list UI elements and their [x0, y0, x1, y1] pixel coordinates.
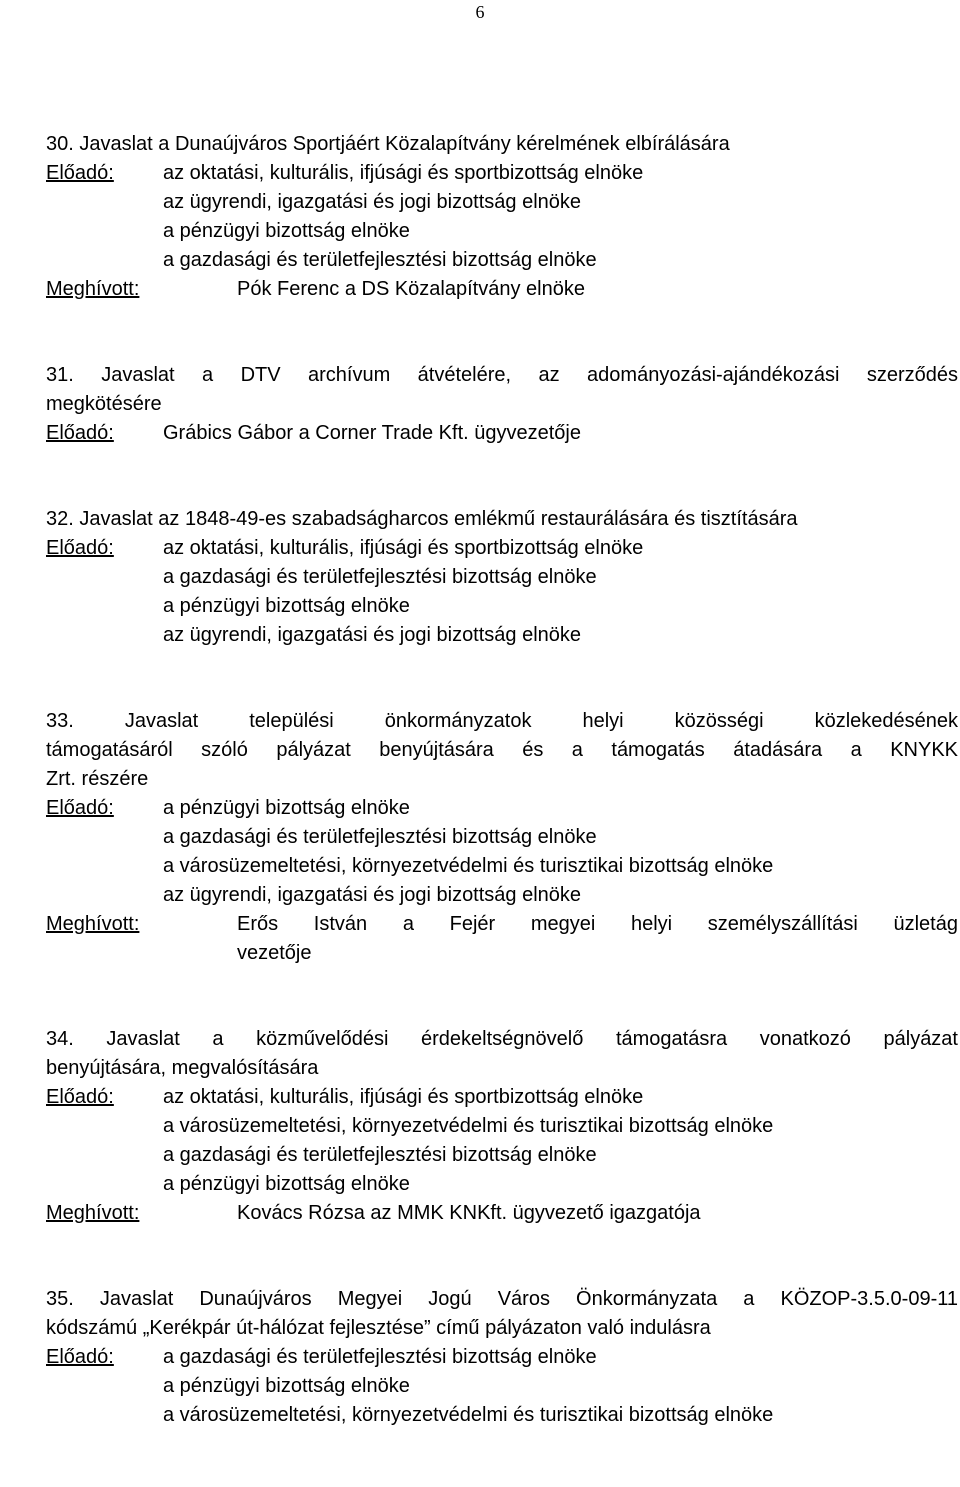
invitee-name: Kovács Rózsa az MMK KNKft. ügyvezető igazgatója	[237, 1202, 701, 1224]
presenter-label: Előadó:	[46, 1086, 114, 1108]
presenter-line	[46, 592, 958, 621]
presenter-line	[46, 246, 958, 275]
invitee-label: Meghívott:	[46, 1202, 140, 1224]
agenda-item-title-line: Zrt. részére	[46, 768, 149, 790]
invitee-name: Erős István a Fejér megyei helyi személyszállítási üzletág	[237, 913, 958, 935]
presenter-label: Előadó:	[46, 537, 114, 559]
presenter-line	[46, 159, 958, 188]
presenter-name: a gazdasági és területfejlesztési bizottság elnöke	[163, 566, 597, 588]
presenter-line	[46, 881, 958, 910]
presenter-line	[46, 1112, 958, 1141]
presenter-name: a pénzügyi bizottság elnöke	[163, 595, 410, 617]
invitee-line	[46, 275, 958, 304]
invitee-name: vezetője	[237, 942, 312, 964]
presenter-line	[46, 823, 958, 852]
agenda-item-title-line: 33. Javaslat települési önkormányzatok helyi közösségi közlekedésének	[46, 710, 958, 732]
agenda-item-title-line: 34. Javaslat a közművelődési érdekeltségnövelő támogatásra vonatkozó pályázat	[46, 1028, 958, 1050]
presenter-name: az oktatási, kulturális, ifjúsági és sportbizottság elnöke	[163, 1086, 644, 1108]
presenter-label: Előadó:	[46, 797, 114, 819]
presenter-name: a pénzügyi bizottság elnöke	[163, 1375, 410, 1397]
presenter-line	[46, 1170, 958, 1199]
presenter-line	[46, 1141, 958, 1170]
invitee-line	[46, 910, 958, 939]
agenda-item-title-line: kódszámú „Kerékpár út-hálózat fejlesztése” című pályázaton való indulásra	[46, 1317, 711, 1339]
invitee-label: Meghívott:	[46, 278, 140, 300]
presenter-line	[46, 534, 958, 563]
presenter-line	[46, 1083, 958, 1112]
agenda-list	[46, 130, 958, 1487]
agenda-item-title-line: támogatásáról szóló pályázat benyújtására és a támogatás átadására a KNYKK	[46, 739, 958, 761]
agenda-item-title-line: 31. Javaslat a DTV archívum átvételére, az adományozási-ajándékozási szerződés	[46, 364, 958, 386]
agenda-item	[46, 1025, 958, 1228]
presenter-line	[46, 621, 958, 650]
invitee-label: Meghívott:	[46, 913, 140, 935]
presenter-name: az ügyrendi, igazgatási és jogi bizottság elnöke	[163, 191, 582, 213]
agenda-item-title-line: 32. Javaslat az 1848-49-es szabadságharcos emlékmű restaurálására és tisztítására	[46, 508, 798, 530]
agenda-item	[46, 505, 958, 650]
presenter-label: Előadó:	[46, 162, 114, 184]
presenter-name: az oktatási, kulturális, ifjúsági és sportbizottság elnöke	[163, 537, 644, 559]
agenda-item-title-line: benyújtására, megvalósítására	[46, 1057, 319, 1079]
presenter-name: a városüzemeltetési, környezetvédelmi és turisztikai bizottság elnöke	[163, 855, 774, 877]
presenter-name: a pénzügyi bizottság elnöke	[163, 220, 410, 242]
invitee-line	[46, 939, 958, 968]
presenter-line	[46, 1372, 958, 1401]
agenda-item-title-line: megkötésére	[46, 393, 162, 415]
presenter-name: a gazdasági és területfejlesztési bizottság elnöke	[163, 1144, 597, 1166]
invitee-line	[46, 1199, 958, 1228]
presenter-name: a pénzügyi bizottság elnöke	[163, 1173, 410, 1195]
presenter-name: a gazdasági és területfejlesztési bizottság elnöke	[163, 1346, 597, 1368]
agenda-item	[46, 361, 958, 448]
presenter-label: Előadó:	[46, 1346, 114, 1368]
presenter-name: a pénzügyi bizottság elnöke	[163, 797, 410, 819]
presenter-name: az oktatási, kulturális, ifjúsági és sportbizottság elnöke	[163, 162, 644, 184]
presenter-name: a gazdasági és területfejlesztési bizottság elnöke	[163, 249, 597, 271]
presenter-name: az ügyrendi, igazgatási és jogi bizottság elnöke	[163, 884, 582, 906]
agenda-item-title-line: 30. Javaslat a Dunaújváros Sportjáért Közalapítvány kérelmének elbírálására	[46, 133, 730, 155]
agenda-item	[46, 707, 958, 968]
agenda-item	[46, 1285, 958, 1430]
presenter-name: Grábics Gábor a Corner Trade Kft. ügyvezetője	[163, 422, 581, 444]
page-number: 6	[475, 2, 485, 22]
presenter-line	[46, 852, 958, 881]
agenda-item-title-line: 35. Javaslat Dunaújváros Megyei Jogú Város Önkormányzata a KÖZOP-3.5.0-09-11	[46, 1288, 958, 1310]
presenter-name: a városüzemeltetési, környezetvédelmi és turisztikai bizottság elnöke	[163, 1404, 774, 1426]
presenter-label: Előadó:	[46, 422, 114, 444]
presenter-line	[46, 1343, 958, 1372]
presenter-line	[46, 563, 958, 592]
presenter-name: a városüzemeltetési, környezetvédelmi és turisztikai bizottság elnöke	[163, 1115, 774, 1137]
invitee-name: Pók Ferenc a DS Közalapítvány elnöke	[237, 278, 585, 300]
presenter-line	[46, 419, 958, 448]
agenda-item	[46, 130, 958, 304]
presenter-line	[46, 1401, 958, 1430]
presenter-name: a gazdasági és területfejlesztési bizottság elnöke	[163, 826, 597, 848]
presenter-line	[46, 794, 958, 823]
presenter-name: az ügyrendi, igazgatási és jogi bizottság elnöke	[163, 624, 582, 646]
presenter-line	[46, 188, 958, 217]
presenter-line	[46, 217, 958, 246]
